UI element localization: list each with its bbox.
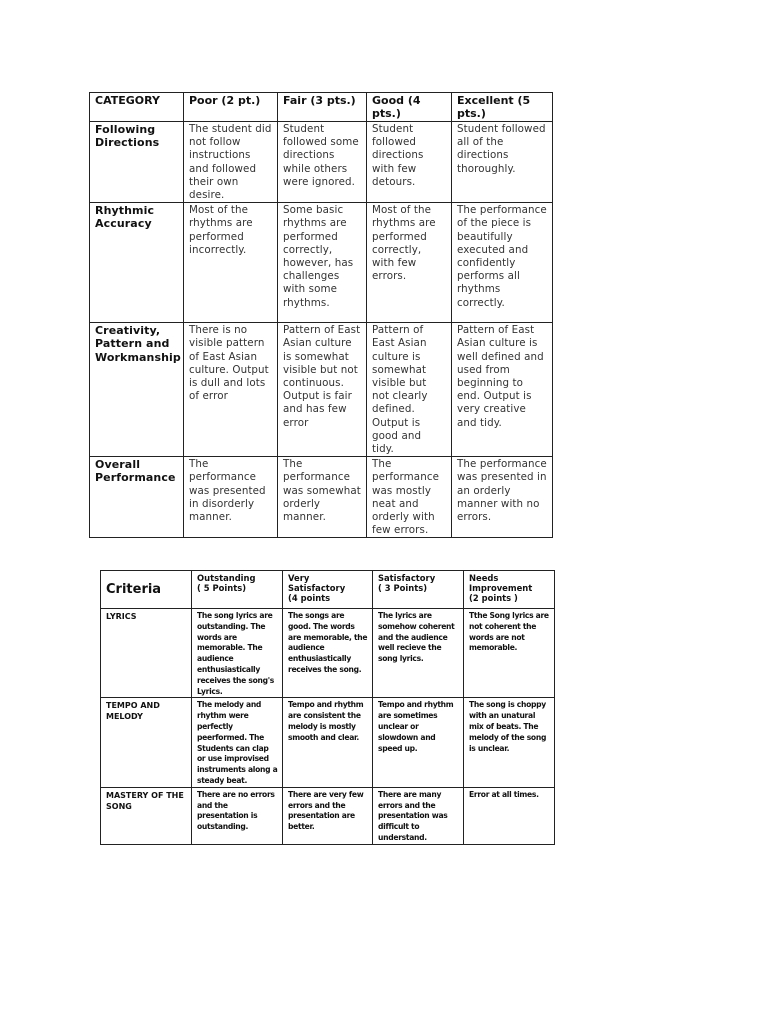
criteria-cell: There are no errors and the presentation is outstanding.	[192, 787, 283, 844]
criteria-cell: The melody and rhythm were perfectly peerformed. The Students can clap or use improvised instruments along a steady beat.	[192, 698, 283, 787]
criteria-cell: There are very few errors and the presentation are better.	[283, 787, 373, 844]
criteria-cell: The song is choppy with an unatural mix of beats. The melody of the song is unclear.	[464, 698, 555, 787]
rubric-cell: The performance was mostly neat and orderly with few errors.	[367, 457, 452, 538]
header-criteria: Criteria	[101, 571, 192, 609]
table-row	[90, 122, 553, 203]
table-row	[90, 203, 553, 323]
criteria-cell: Tempo and rhythm are consistent the melody is mostly smooth and clear.	[283, 698, 373, 787]
criteria-cell: Tempo and rhythm are sometimes unclear or slowdown and speed up.	[373, 698, 464, 787]
rubric-cell: Most of the rhythms are performed incorrectly.	[184, 203, 278, 323]
rubric-cell: Some basic rhythms are performed correctly, however, has challenges with some rhythms.	[278, 203, 367, 323]
rubric-cell: Pattern of East Asian culture is well defined and used from beginning to end. Output is very creative and tidy.	[452, 323, 553, 457]
table-row	[101, 787, 555, 844]
table-row	[90, 457, 553, 538]
rubric-cell: Student followed all of the directions thoroughly.	[452, 122, 553, 203]
rubric-cell: The student did not follow instructions and followed their own desire.	[184, 122, 278, 203]
row-category: Creativity, Pattern and Workmanship	[90, 323, 184, 457]
row-category: MASTERY OF THE SONG	[101, 787, 192, 844]
row-category: Following Directions	[90, 122, 184, 203]
criteria-header-row	[101, 571, 555, 609]
table-row	[90, 323, 553, 457]
performance-rubric-table	[89, 92, 553, 538]
row-category: Overall Performance	[90, 457, 184, 538]
row-category: LYRICS	[101, 609, 192, 698]
criteria-cell: The lyrics are somehow coherent and the audience well recieve the song lyrics.	[373, 609, 464, 698]
rubric-cell: The performance of the piece is beautifully executed and confidently performs all rhythms correctly.	[452, 203, 553, 323]
header-category: CATEGORY	[90, 93, 184, 122]
header-satisfactory: Satisfactory ( 3 Points)	[373, 571, 464, 609]
table-row	[101, 698, 555, 787]
criteria-cell: The song lyrics are outstanding. The words are memorable. The audience enthusiastically receives the song's Lyrics.	[192, 609, 283, 698]
rubric-cell: Student followed some directions while others were ignored.	[278, 122, 367, 203]
rubric-header-row	[90, 93, 553, 122]
row-category: TEMPO AND MELODY	[101, 698, 192, 787]
song-criteria-table	[100, 570, 555, 845]
header-poor: Poor (2 pt.)	[184, 93, 278, 122]
table-row	[101, 609, 555, 698]
header-outstanding: Outstanding ( 5 Points)	[192, 571, 283, 609]
header-good: Good (4 pts.)	[367, 93, 452, 122]
rubric-cell: Pattern of East Asian culture is somewhat visible but not continuous. Output is fair and has few error	[278, 323, 367, 457]
rubric-cell: There is no visible pattern of East Asian culture. Output is dull and lots of error	[184, 323, 278, 457]
rubric-cell: The performance was presented in disorderly manner.	[184, 457, 278, 538]
header-excellent: Excellent (5 pts.)	[452, 93, 553, 122]
rubric-cell: Pattern of East Asian culture is somewhat visible but not clearly defined. Output is good and tidy.	[367, 323, 452, 457]
header-fair: Fair (3 pts.)	[278, 93, 367, 122]
criteria-cell: The songs are good. The words are memorable, the audience enthusiastically receives the song.	[283, 609, 373, 698]
header-very-satisfactory: Very Satisfactory (4 points	[283, 571, 373, 609]
row-category: Rhythmic Accuracy	[90, 203, 184, 323]
rubric-cell: Student followed directions with few detours.	[367, 122, 452, 203]
criteria-cell: Error at all times.	[464, 787, 555, 844]
rubric-cell: Most of the rhythms are performed correctly, with few errors.	[367, 203, 452, 323]
criteria-cell: There are many errors and the presentation was difficult to understand.	[373, 787, 464, 844]
rubric-cell: The performance was presented in an orderly manner with no errors.	[452, 457, 553, 538]
header-needs-improvement: Needs Improvement (2 points )	[464, 571, 555, 609]
rubric-cell: The performance was somewhat orderly manner.	[278, 457, 367, 538]
criteria-cell: Tthe Song lyrics are not coherent the words are not memorable.	[464, 609, 555, 698]
